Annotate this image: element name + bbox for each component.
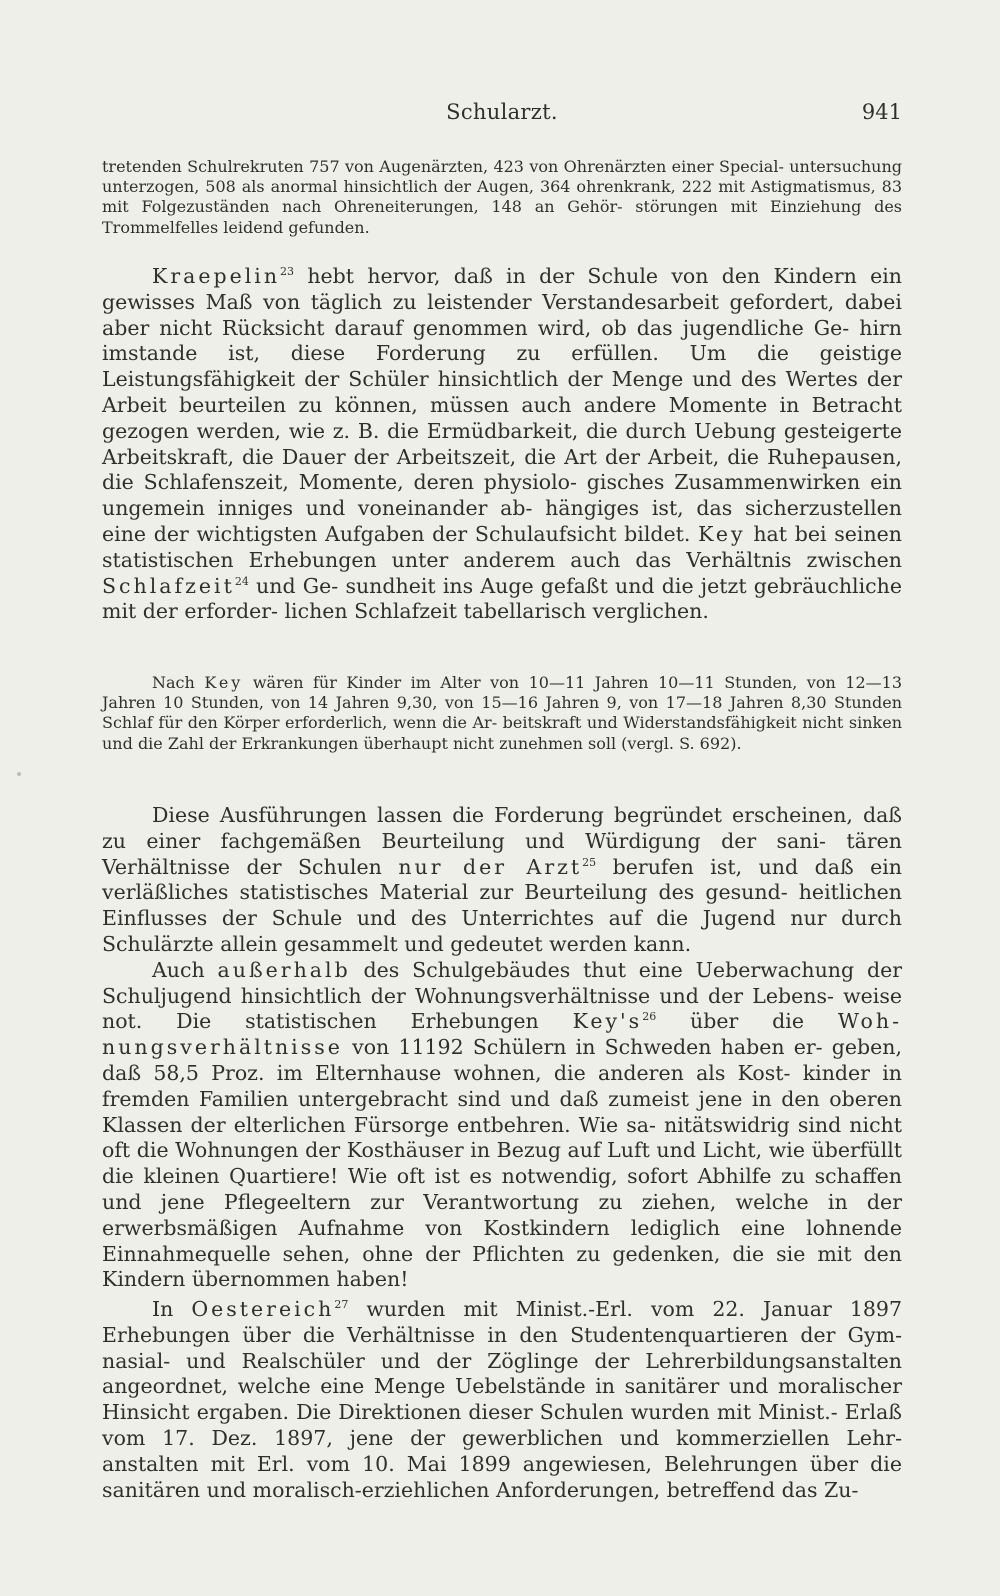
paragraph-ausfuehrungen: Diese Ausführungen lassen die Forderung begründet erscheinen, daß zu einer fachgemäßen Beurteilung und Würdigung der sani- tären Verhältnisse der Schulen nur der Arzt$^{25}$ berufen ist, und daß ein verläßliches statistisches Material zur Beurteilung des gesund- heitlichen Einflusses der Schule und des Unterrichtes auf die Jugend nur durch Schulärzte allein gesammelt und gedeutet werden kann. Auch außerhalb des Schulgebäudes thut eine Ueberwachung der Schuljugend hinsichtlich der Wohnungsverhältnisse und der Lebens- weise not. Die statistischen Erhebungen $Key's^{26}$ über die Woh- nungsverhältnisse von 11192 Schülern in Schweden haben er- geben, daß 58,5 Proz. im Elternhause wohnen, die anderen als Kost- kinder in fremden Familien untergebracht sind und daß zumeist jene in den oberen Klassen der elterlichen Fürsorge entbehren. Wie sa- nitätswidrig sind nicht oft die Wohnungen der Kosthäuser in Bezug auf Luft und Licht, wie überfüllt die kleinen Quartiere! Wie oft ist es notwendig, sofort Abhilfe zu schaffen und jene Pflegeeltern zur Verantwortung zu ziehen, welche in der erwerbsmäßigen Aufnahme von Kostkindern lediglich eine lohnende Einnahmequelle sehen, ohne der Pflichten zu gedenken, die sie mit den Kindern übernommen haben! — [102, 803, 903, 1292]
emphasis-schlafzeit: Schlafzeit — [102, 573, 235, 598]
footnote-ref: 24 — [234, 574, 249, 588]
footnote-ref: 25 — [582, 855, 597, 869]
paragraph-oestereich: In Oestereich$^{27}$ wurden mit Minist.-Erl. vom 22. Januar 1897 Erhebungen über die Verhältnisse in den Studentenquartieren der Gym- nasial- und Realschüler und der Zöglinge der Lehrerbildungsanstalten angeordnet, welche eine Menge Uebelstände in sanitärer und moralischer Hinsicht ergaben. Die Direktionen dieser Schulen wurden mit Minist.- Erlaß vom 17. Dez. 1897, jene der gewerblichen und kommerziellen Lehr- anstalten mit Erl. vom 10. Mai 1899 angewiesen, Belehrungen über die sanitären und moralisch-erziehlichen Anforderungen, betreffend das Zu- — [102, 1297, 902, 1502]
emphasis-nur-der-arzt: nur der Arzt — [398, 854, 583, 879]
margin-speck — [17, 772, 21, 776]
author-name-key: Key — [698, 521, 746, 546]
page-number: 941 — [861, 100, 902, 124]
paragraph-text: tretenden Schulrekruten 757 von Augenärzten, 423 von Ohrenärzten einer Special- untersuchung unterzogen, 508 als anormal hinsichtlich der Augen, 364 ohrenkrank, 222 mit Astigmatismus, 83 mit Folgezuständen nach Ohreneiterungen, 148 an Gehör- störungen mit Einziehung des Trommelfelles leidend gefunden. — [102, 157, 902, 237]
running-header — [102, 100, 902, 140]
footnote-ref: 23 — [280, 265, 295, 279]
paragraph-schulrekruten — [102, 157, 902, 238]
author-name-kraepelin: Kraepelin — [152, 264, 281, 288]
author-name-keys: Key's — [572, 1009, 643, 1034]
paragraph-kraepelin: Kraepelin$^{23}$ hebt hervor, daß in der Schule von den Kindern ein gewisses Maß von täglich zu leistender Verstandesarbeit gefordert, dabei aber nicht Rücksicht darauf genommen wird, ob das jugendliche Ge- hirn imstande ist, diese Forderung zu erfüllen. Um die geistige Leistungsfähigkeit der Schüler hinsichtlich der Menge und des Wertes der Arbeit beurteilen zu können, müssen auch andere Momente in Betracht gezogen werden, wie z. B. die Ermüdbarkeit, die durch Uebung gesteigerte Arbeitskraft, die Dauer der Arbeitszeit, die Art der Arbeit, die Ruhepausen, die Schlafenszeit, Momente, deren physiolo- gisches Zusammenwirken ein ungemein inniges und voneinander ab- hängiges ist, das sicherzustellen eine der wichtigsten Aufgaben der Schulaufsicht bildet. Key hat bei seinen statistischen Erhebungen unter anderem auch das Verhältnis zwischen Schlafzeit$^{24}$ und Ge- sundheit ins Auge gefaßt und die jetzt gebräuchliche mit der erforder- lichen Schlafzeit tabellarisch verglichen. — [102, 264, 902, 624]
footnote-ref: 26 — [642, 1010, 657, 1024]
author-name-key: Key — [204, 673, 244, 692]
footnote-ref: 27 — [334, 1298, 349, 1312]
running-title: Schularzt. — [446, 100, 558, 124]
paragraph-ausserhalb: Auch außerhalb des Schulgebäudes thut eine Ueberwachung der Schuljugend hinsichtlich der Wohnungsverhältnisse und der Lebens- weise not. Die statistischen Erhebungen $Key's^{26}$ über die Woh- nungsverhältnisse von 11192 Schülern in Schweden haben er- geben, daß 58,5 Proz. im Elternhause wohnen, die anderen als Kost- kinder in fremden Familien untergebracht sind und daß zumeist jene in den oberen Klassen der elterlichen Fürsorge entbehren. Wie sa- nitätswidrig sind nicht oft die Wohnungen der Kosthäuser in Bezug auf Luft und Licht, wie überfüllt die kleinen Quartiere! Wie oft ist es notwendig, sofort Abhilfe zu schaffen und jene Pflegeeltern zur Verantwortung zu ziehen, welche in der erwerbsmäßigen Aufnahme von Kostkindern lediglich eine lohnende Einnahmequelle sehen, ohne der Pflichten zu gedenken, die sie mit den Kindern übernommen haben! — [102, 957, 902, 1292]
emphasis-ausserhalb: außerhalb — [217, 957, 351, 982]
emphasis-wohnungsverhaeltnisse: Woh- nungsverhältnisse — [102, 1009, 902, 1060]
paragraph-key-schlaf: Nach Key wären für Kinder im Alter von 10—11 Jahren 10—11 Stunden, von 12—13 Jahren 10 Stunden, von 14 Jahren 9,30, von 15—16 Jahren 9, von 17—18 Jahren 8,30 Stunden Schlaf für den Körper erforderlich, wenn die Ar- beitskraft und Widerstandsfähigkeit nicht sinken und die Zahl der Erkrankungen überhaupt nicht zunehmen soll (vergl. S. 692). — [102, 673, 903, 753]
emphasis-oestereich: Oestereich — [191, 1297, 335, 1321]
